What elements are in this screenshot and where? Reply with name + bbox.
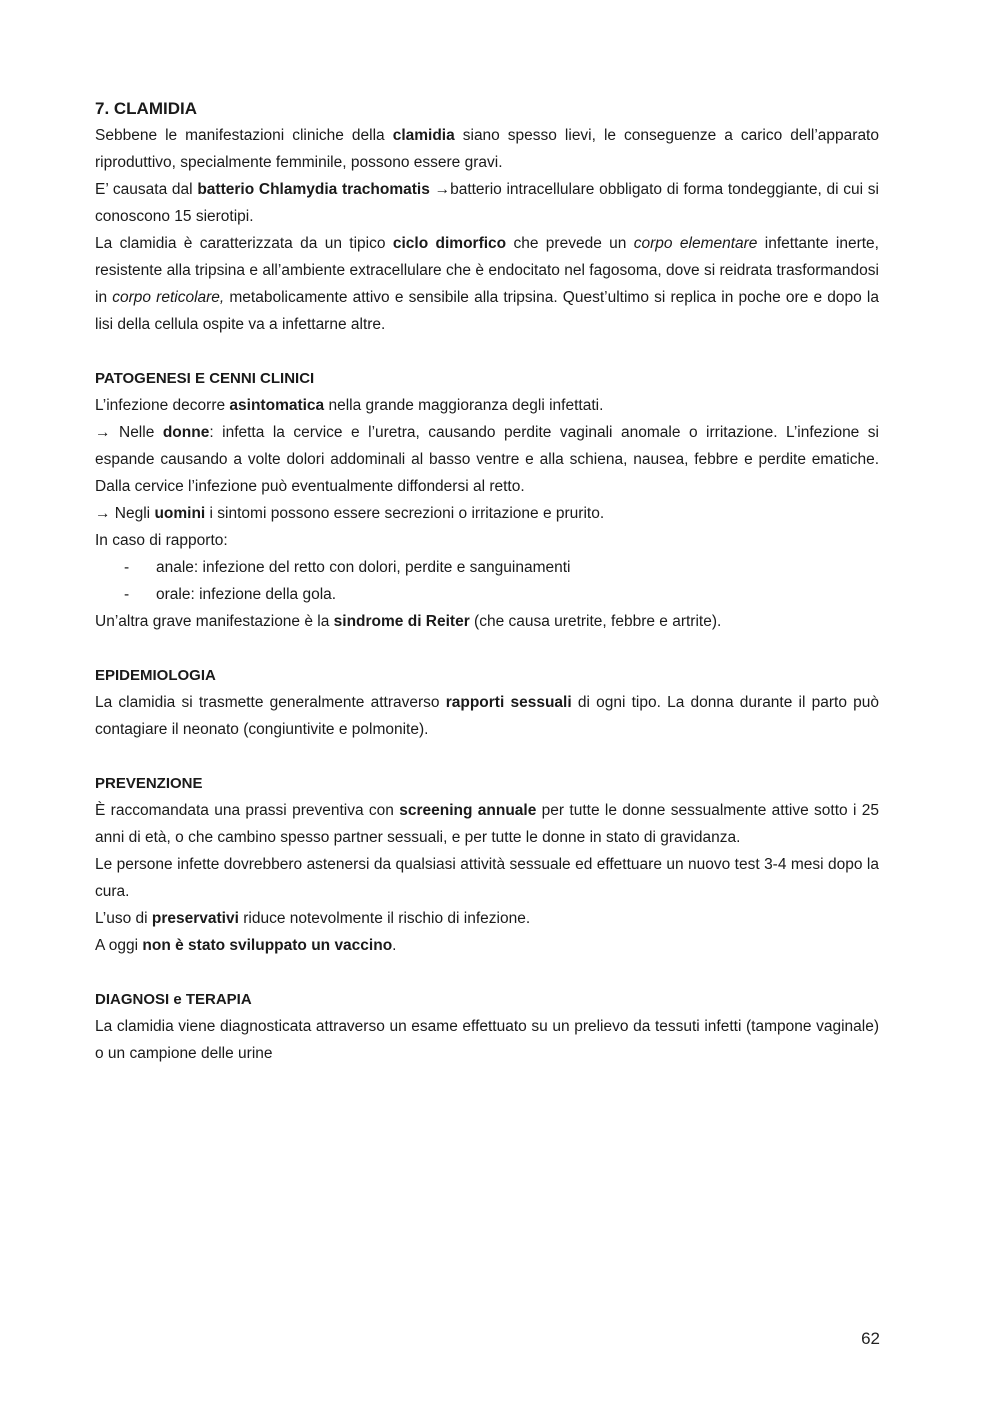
intro-paragraph-1: [95, 122, 879, 176]
heading-epidemiologia: EPIDEMIOLOGIA: [95, 667, 216, 684]
text-run: A oggi: [95, 937, 143, 954]
heading-prevenzione: PREVENZIONE: [95, 775, 203, 792]
text-run: L’infezione decorre: [95, 397, 230, 414]
text-run: E’ causata dal: [95, 181, 198, 198]
patogenesi-paragraph-reiter: [95, 608, 879, 635]
bold-term: clamidia: [392, 127, 455, 144]
list-item: [95, 554, 879, 581]
text-run: siano spesso lievi, le conseguenze a carico dell’apparato riproduttivo, specialmente femminile, possono essere gravi.: [95, 127, 879, 171]
prevenzione-paragraph-4: [95, 932, 879, 959]
heading-patogenesi: PATOGENESI E CENNI CLINICI: [95, 370, 315, 387]
text-run: nella grande maggioranza degli infettati.: [324, 397, 604, 414]
text-run: che prevede un: [506, 235, 634, 252]
text-run: di ogni tipo. La donna durante il parto può contagiare il neonato (congiuntivite e polmonite).: [95, 694, 879, 738]
bold-term: batterio Chlamydia trachomatis: [197, 181, 430, 198]
italic-term: corpo reticolare,: [112, 289, 225, 306]
bold-term: sindrome di Reiter: [333, 613, 470, 630]
text-run: (che causa uretrite, febbre e artrite).: [469, 613, 722, 630]
text-run: infettante inerte, resistente alla tripsina e all’ambiente extracellulare che è endocitato nel fagosoma, dove si reidrata trasformandosi in: [95, 235, 879, 306]
intro-paragraph-2: [95, 176, 879, 230]
bold-term: preservativi: [151, 910, 239, 927]
document-page: [95, 96, 879, 1067]
spacer: [95, 743, 879, 770]
spacer: [95, 959, 879, 986]
spacer: [95, 635, 879, 662]
bullet-dash: -: [124, 559, 130, 576]
prevenzione-paragraph-1: [95, 797, 879, 851]
text-run: Un’altra grave manifestazione è la: [95, 613, 334, 630]
text-run: La clamidia è caratterizzata da un tipico: [95, 235, 393, 252]
bold-term: non è stato sviluppato un vaccino: [142, 937, 393, 954]
spacer: [95, 338, 879, 365]
list-item-text: orale: infezione della gola.: [156, 586, 337, 603]
prevenzione-paragraph-2: Le persone infette dovrebbero astenersi da qualsiasi attività sessuale ed effettuare un nuovo test 3-4 mesi dopo la cura.: [95, 856, 879, 900]
text-run: riduce notevolmente il rischio di infezione.: [238, 910, 531, 927]
epidemiologia-paragraph: [95, 689, 879, 743]
bullet-dash: -: [124, 586, 130, 603]
text-run: → Negli: [95, 505, 155, 522]
bullet-list: [95, 554, 879, 608]
bold-term: donne: [162, 424, 210, 441]
patogenesi-paragraph-uomini: [95, 500, 879, 527]
bold-term: rapporti sessuali: [445, 694, 572, 711]
text-run: È raccomandata una prassi preventiva con: [95, 802, 400, 819]
bold-term: screening annuale: [399, 802, 537, 819]
text-run: .: [392, 937, 397, 954]
bold-term: uomini: [154, 505, 206, 522]
section-title: 7. CLAMIDIA: [95, 99, 197, 118]
patogenesi-paragraph-donne: [95, 419, 879, 500]
text-run: per tutte le donne sessualmente attive sotto i 25 anni di età, o che cambino spesso partner sessuali, e per tutte le donne in stato di gravidanza.: [95, 802, 879, 846]
list-item-text: anale: infezione del retto con dolori, perdite e sanguinamenti: [156, 559, 571, 576]
text-run: metabolicamente attivo e sensibile alla tripsina. Quest’ultimo si replica in poche ore e dopo la lisi della cellula ospite va a infettarne altre.: [95, 289, 879, 333]
text-run: L’uso di: [95, 910, 152, 927]
patogenesi-paragraph-1: [95, 392, 879, 419]
text-run: : infetta la cervice e l’uretra, causando perdite vaginali anomale o irritazione. L’infezione si espande causando a volte dolori addominali al basso ventre e alla schiena, nausea, febbre e perdite ematiche. Dalla cervice l’infezione può eventualmente diffondersi al retto.: [95, 424, 879, 495]
list-item: [95, 581, 879, 608]
text-run: i sintomi possono essere secrezioni o irritazione e prurito.: [205, 505, 605, 522]
diagnosi-paragraph: La clamidia viene diagnosticata attraverso un esame effettuato su un prelievo da tessuti infetti (tampone vaginale) o un campione delle urine: [95, 1018, 879, 1062]
patogenesi-paragraph-rapporto: In caso di rapporto:: [95, 532, 228, 549]
text-run: Sebbene le manifestazioni cliniche della: [95, 127, 393, 144]
text-run: → Nelle: [95, 424, 163, 441]
page-number: 62: [861, 1329, 880, 1348]
heading-diagnosi: DIAGNOSI e TERAPIA: [95, 991, 252, 1008]
prevenzione-paragraph-3: [95, 905, 879, 932]
text-run: →batterio intracellulare obbligato di forma tondeggiante, di cui si conoscono 15 sierotipi.: [95, 181, 879, 225]
bold-term: asintomatica: [229, 397, 325, 414]
bold-term: ciclo dimorfico: [392, 235, 507, 252]
intro-paragraph-3: [95, 230, 879, 338]
italic-term: corpo elementare: [633, 235, 758, 252]
text-run: La clamidia si trasmette generalmente attraverso: [95, 694, 446, 711]
